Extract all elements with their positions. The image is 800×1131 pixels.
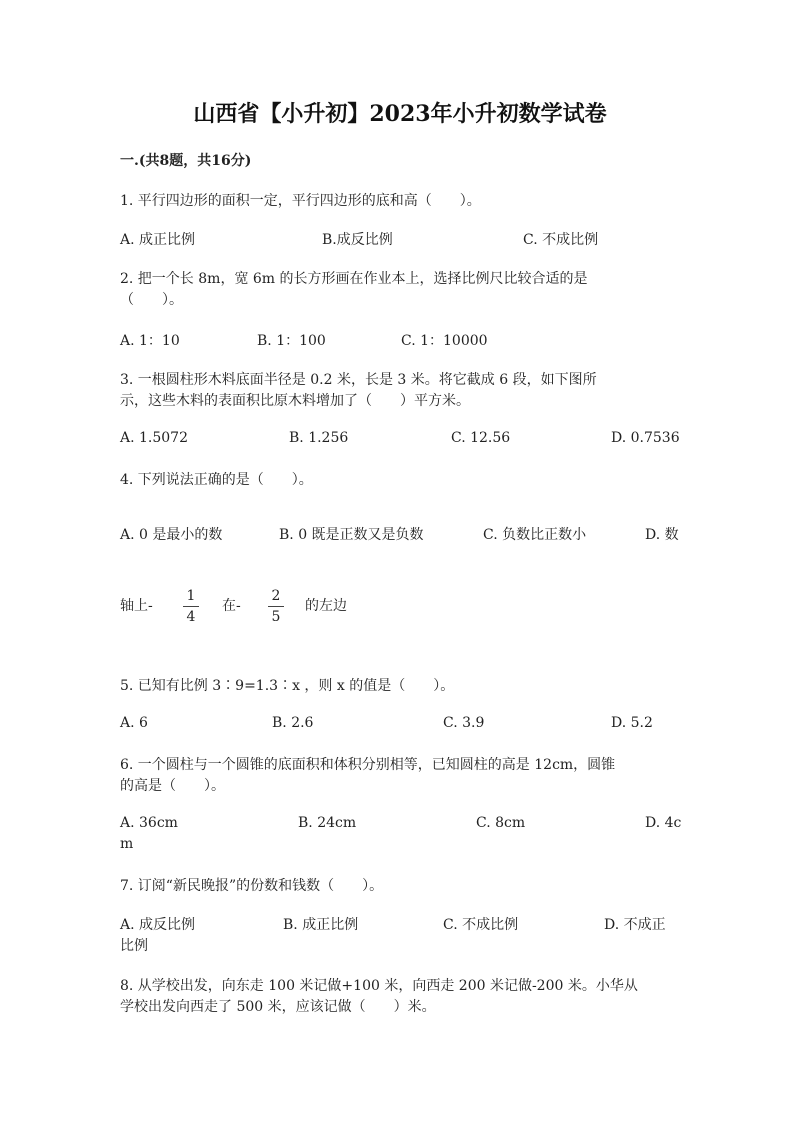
page-title: 山西省【小升初】2023年小升初数学试卷: [193, 101, 607, 127]
q3-option-c: C. 12.56: [451, 430, 511, 446]
q2-option-a: A. 1：10: [120, 333, 180, 349]
question-4-text: 4. 下列说法正确的是（ ）。: [120, 472, 313, 488]
question-5-text: 5. 已知有比例 3∶9=1.3∶x ，则 x 的值是（ ）。: [120, 678, 455, 694]
q4-option-a: A. 0 是最小的数: [120, 527, 223, 543]
question-6-text-cont: 的高是（ ）。: [120, 778, 225, 794]
fraction-two-fifths: [268, 588, 284, 625]
question-7-text: 7. 订阅“新民晚报”的份数和钱数（ ）。: [120, 878, 384, 894]
fraction-denominator: 4: [186, 609, 196, 625]
fraction-one-quarter: [183, 588, 199, 625]
fraction-numerator: 1: [186, 588, 196, 604]
q5-option-d: D. 5.2: [611, 715, 653, 731]
question-3-text: 3. 一根圆柱形木料底面半径是 0.2 米，长是 3 米。将它截成 6 段，如下图所: [120, 372, 597, 388]
q5-option-c: C. 3.9: [443, 715, 485, 731]
q4-option-d-cont-2: 在-: [222, 598, 241, 614]
q2-option-c: C. 1：10000: [401, 333, 488, 349]
question-6-text: 6. 一个圆柱与一个圆锥的底面积和体积分别相等，已知圆柱的高是 12cm，圆锥: [120, 757, 616, 773]
q7-option-b: B. 成正比例: [283, 917, 359, 933]
q5-option-b: B. 2.6: [272, 715, 314, 731]
fraction-bar: [183, 606, 199, 607]
q1-option-a: A. 成正比例: [120, 232, 196, 248]
section-heading: 一.(共8题，共16分): [120, 153, 252, 169]
question-3-text-cont: 示，这些木料的表面积比原木料增加了（ ）平方米。: [120, 393, 470, 409]
q2-option-b: B. 1：100: [257, 333, 326, 349]
q7-option-c: C. 不成比例: [443, 917, 519, 933]
fraction-bar: [268, 606, 284, 607]
fraction-numerator: 2: [271, 588, 281, 604]
q4-option-d-cont-1: 轴上-: [120, 598, 153, 614]
q4-option-d: D. 数: [645, 527, 679, 543]
q3-option-b: B. 1.256: [289, 430, 349, 446]
question-8-text-cont: 学校出发向西走了 500 米，应该记做（ ）米。: [120, 999, 436, 1015]
q1-option-b: B.成反比例: [322, 232, 393, 248]
q6-option-d-cont: m: [120, 836, 134, 852]
q6-option-a: A. 36cm: [120, 815, 178, 831]
q3-option-a: A. 1.5072: [120, 430, 188, 446]
q6-option-c: C. 8cm: [476, 815, 526, 831]
question-2-text: 2. 把一个长 8m，宽 6m 的长方形画在作业本上，选择比例尺比较合适的是: [120, 271, 588, 287]
q4-option-b: B. 0 既是正数又是负数: [279, 527, 424, 543]
q5-option-a: A. 6: [120, 715, 148, 731]
fraction-denominator: 5: [271, 609, 281, 625]
question-2-text-cont: （ ）。: [120, 292, 183, 308]
q7-option-d-cont: 比例: [120, 938, 148, 954]
q1-option-c: C. 不成比例: [523, 232, 599, 248]
question-8-text: 8. 从学校出发，向东走 100 米记做+100 米，向西走 200 米记做-200 米。小华从: [120, 978, 638, 994]
q4-option-d-cont-3: 的左边: [305, 598, 347, 614]
question-1-text: 1. 平行四边形的面积一定，平行四边形的底和高（ ）。: [120, 193, 481, 209]
q7-option-a: A. 成反比例: [120, 917, 196, 933]
q4-option-c: C. 负数比正数小: [483, 527, 587, 543]
q7-option-d: D. 不成正: [604, 917, 666, 933]
q6-option-d: D. 4c: [645, 815, 682, 831]
q6-option-b: B. 24cm: [298, 815, 357, 831]
q3-option-d: D. 0.7536: [611, 430, 680, 446]
